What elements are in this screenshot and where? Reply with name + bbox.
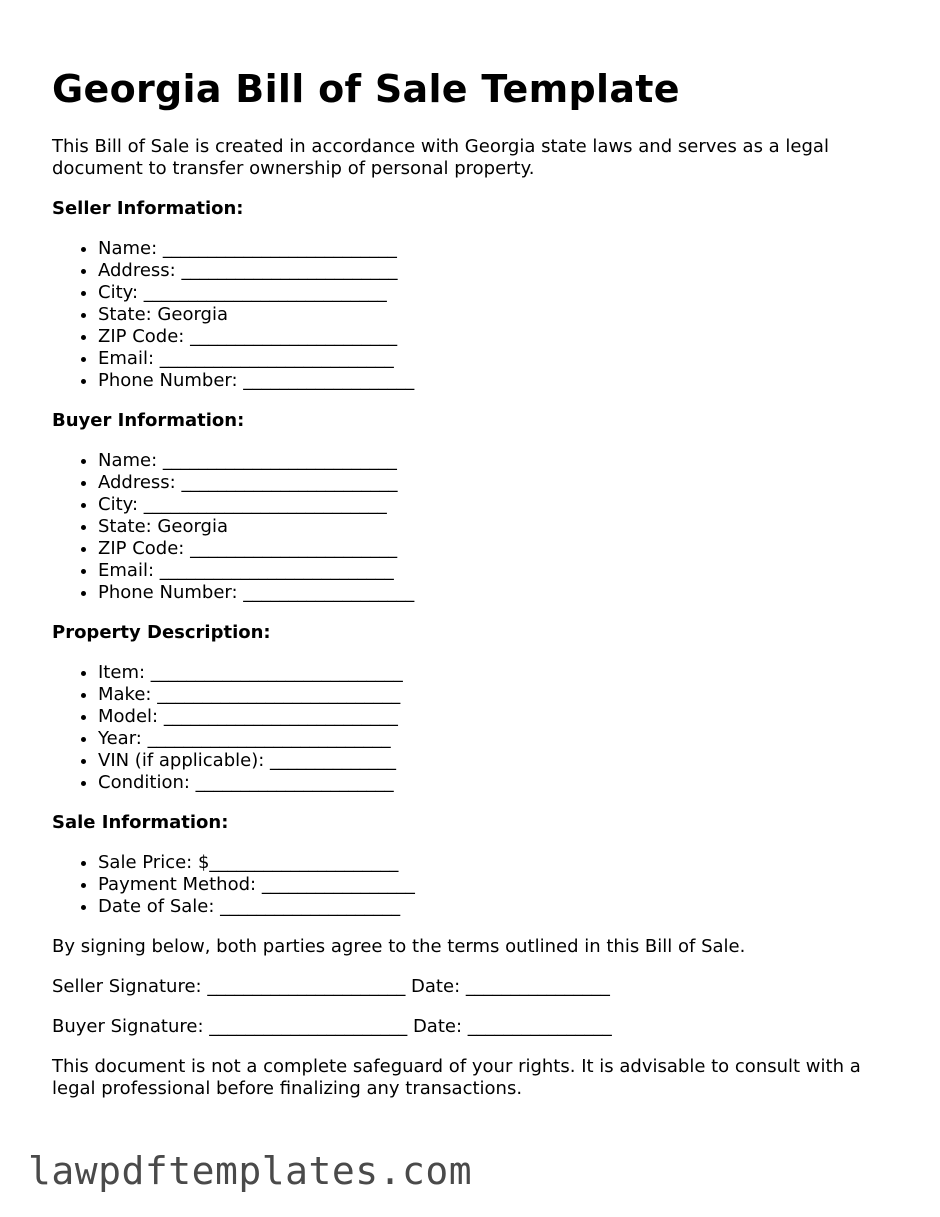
seller-state-field: • State: Georgia <box>98 304 902 326</box>
buyer-signature-line: Buyer Signature: ______________________ Date: ________________ <box>52 1016 612 1037</box>
site-watermark: lawpdftemplates.com <box>28 1149 473 1193</box>
buyer-email-field: • Email: __________________________ <box>98 560 902 582</box>
buyer-phone-field: • Phone Number: ___________________ <box>98 582 902 604</box>
seller-section-heading: Seller Information: <box>52 198 244 219</box>
agreement-statement: By signing below, both parties agree to the terms outlined in this Bill of Sale. <box>52 936 746 957</box>
property-model-field: • Model: __________________________ <box>98 706 902 728</box>
seller-name-field: • Name: __________________________ <box>98 238 902 260</box>
document-page <box>52 66 902 1100</box>
property-condition-field: • Condition: ______________________ <box>98 772 902 794</box>
seller-phone-field: • Phone Number: ___________________ <box>98 370 902 392</box>
property-section-heading: Property Description: <box>52 622 271 643</box>
buyer-zip-field: • ZIP Code: _______________________ <box>98 538 902 560</box>
property-item-field: • Item: ____________________________ <box>98 662 902 684</box>
seller-signature-line: Seller Signature: ______________________ Date: ________________ <box>52 976 610 997</box>
buyer-city-field: • City: ___________________________ <box>98 494 902 516</box>
page-title: Georgia Bill of Sale Template <box>52 67 680 111</box>
seller-city-field: • City: ___________________________ <box>98 282 902 304</box>
date-of-sale-field: • Date of Sale: ____________________ <box>98 896 902 918</box>
property-year-field: • Year: ___________________________ <box>98 728 902 750</box>
disclaimer-paragraph: This document is not a complete safeguard of your rights. It is advisable to consult with a legal professional before finalizing any transactions. <box>52 1056 861 1099</box>
buyer-state-field: • State: Georgia <box>98 516 902 538</box>
seller-info-list <box>52 238 902 392</box>
buyer-section-heading: Buyer Information: <box>52 410 245 431</box>
sale-info-list <box>52 852 902 918</box>
intro-paragraph: This Bill of Sale is created in accordance with Georgia state laws and serves as a legal document to transfer ownership of personal property. <box>52 136 829 179</box>
property-info-list <box>52 662 902 794</box>
seller-email-field: • Email: __________________________ <box>98 348 902 370</box>
buyer-address-field: • Address: ________________________ <box>98 472 902 494</box>
payment-method-field: • Payment Method: _________________ <box>98 874 902 896</box>
buyer-name-field: • Name: __________________________ <box>98 450 902 472</box>
property-make-field: • Make: ___________________________ <box>98 684 902 706</box>
seller-address-field: • Address: ________________________ <box>98 260 902 282</box>
sale-section-heading: Sale Information: <box>52 812 229 833</box>
sale-price-field: • Sale Price: $_____________________ <box>98 852 902 874</box>
property-vin-field: • VIN (if applicable): ______________ <box>98 750 902 772</box>
buyer-info-list <box>52 450 902 604</box>
seller-zip-field: • ZIP Code: _______________________ <box>98 326 902 348</box>
